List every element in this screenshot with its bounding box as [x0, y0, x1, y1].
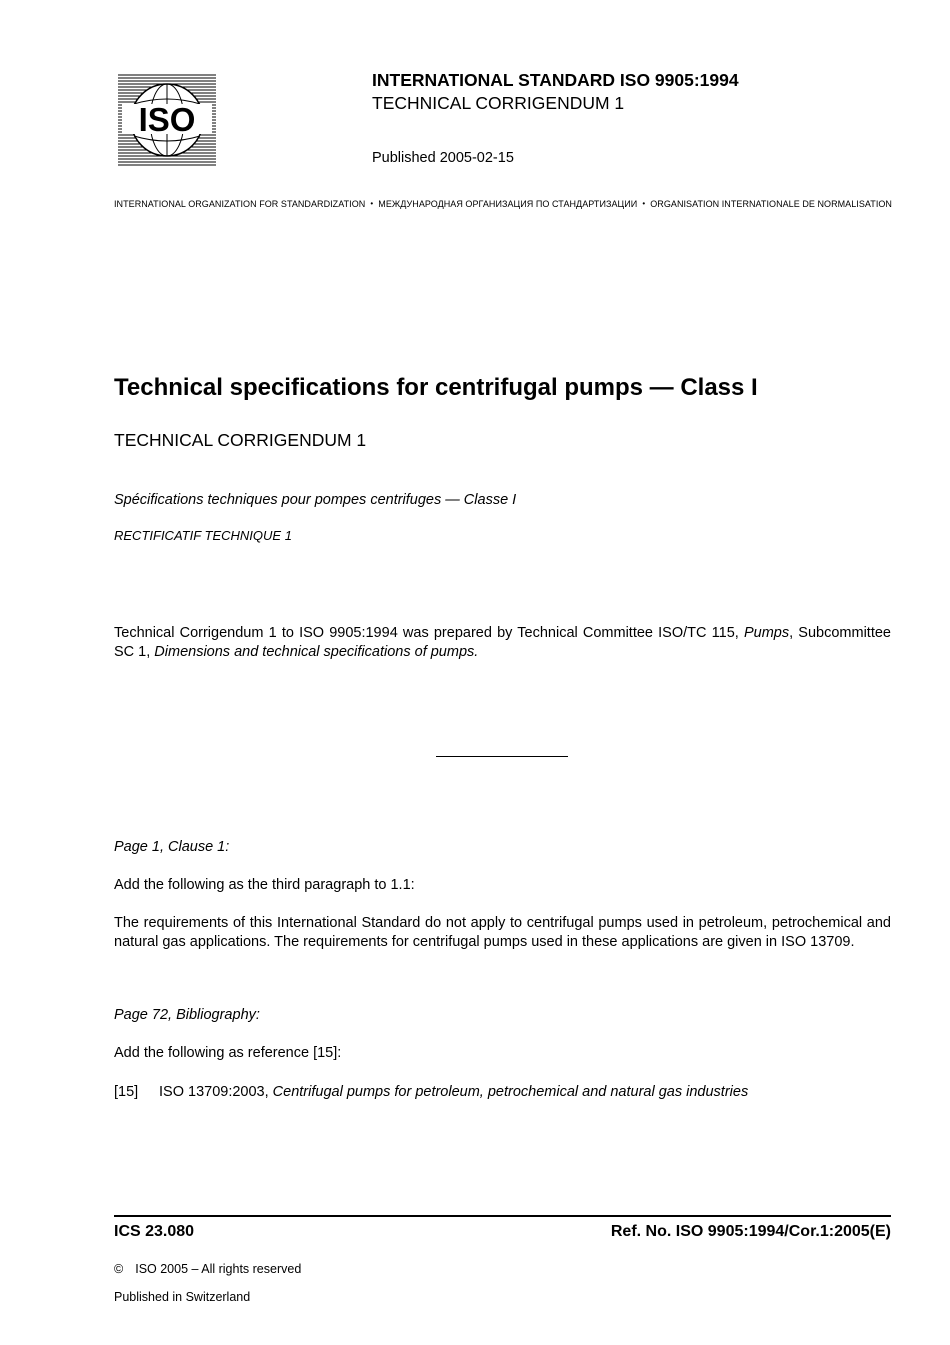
change-instruction: Add the following as the third paragraph to 1.1: — [114, 877, 415, 893]
change-location: Page 72, Bibliography: — [114, 1007, 260, 1023]
iso-logo — [118, 74, 216, 166]
change-text: The requirements of this International Standard do not apply to centrifugal pumps used in petroleum, petrochemical and natural gas applications. The requirements for centrifugal pumps used in these applications are given in ISO 13709. — [114, 915, 891, 950]
committee-title: Pumps — [743, 625, 790, 641]
document-subtitle: TECHNICAL CORRIGENDUM 1 — [114, 430, 367, 450]
standard-number: INTERNATIONAL STANDARD ISO 9905:1994 — [372, 70, 739, 90]
change-location: Page 1, Clause 1: — [114, 839, 230, 855]
reference-title: Centrifugal pumps for petroleum, petrochemical and natural gas industries — [272, 1084, 749, 1100]
organization-names-line — [114, 199, 892, 209]
section-separator — [436, 756, 568, 757]
published-in: Published in Switzerland — [114, 1290, 251, 1304]
footer-rule — [114, 1215, 891, 1217]
reference-number-footer: Ref. No. ISO 9905:1994/Cor.1:2005(E) — [610, 1223, 891, 1240]
reference-number: [15] — [114, 1084, 139, 1100]
bullet-separator: • — [642, 199, 646, 208]
french-title: Spécifications techniques pour pompes centrifuges — Classe I — [114, 492, 517, 508]
logo-text: ISO — [138, 101, 196, 138]
org-name-fr: ORGANISATION INTERNATIONALE DE NORMALISATION — [650, 199, 892, 209]
ics-code: ICS 23.080 — [114, 1223, 195, 1240]
publication-date: Published 2005-02-15 — [372, 150, 514, 166]
org-name-ru: МЕЖДУНАРОДНАЯ ОРГАНИЗАЦИЯ ПО СТАНДАРТИЗАЦИИ — [378, 199, 638, 209]
document-title: Technical specifications for centrifugal pumps — Class I — [114, 374, 758, 401]
copyright-symbol: © — [114, 1262, 124, 1276]
subcommittee-title: Dimensions and technical specifications of pumps. — [154, 643, 479, 660]
corrigendum-label: TECHNICAL CORRIGENDUM 1 — [372, 93, 625, 113]
copyright-notice: © ISO 2005 – All rights reserved — [114, 1262, 302, 1276]
change-instruction: Add the following as reference [15]: — [114, 1045, 342, 1061]
foreword-paragraph: Technical Corrigendum 1 to ISO 9905:1994 was prepared by Technical Committee ISO/TC 115, Pumps, Subcommittee SC 1, Dimensions and technical specifications of pumps. — [114, 625, 891, 660]
french-subtitle: RECTIFICATIF TECHNIQUE 1 — [114, 528, 292, 543]
org-name-en: INTERNATIONAL ORGANIZATION FOR STANDARDIZATION — [114, 199, 366, 209]
bullet-separator: • — [370, 199, 374, 208]
reference-entry: ISO 13709:2003, Centrifugal pumps for petroleum, petrochemical and natural gas industries — [159, 1084, 749, 1100]
